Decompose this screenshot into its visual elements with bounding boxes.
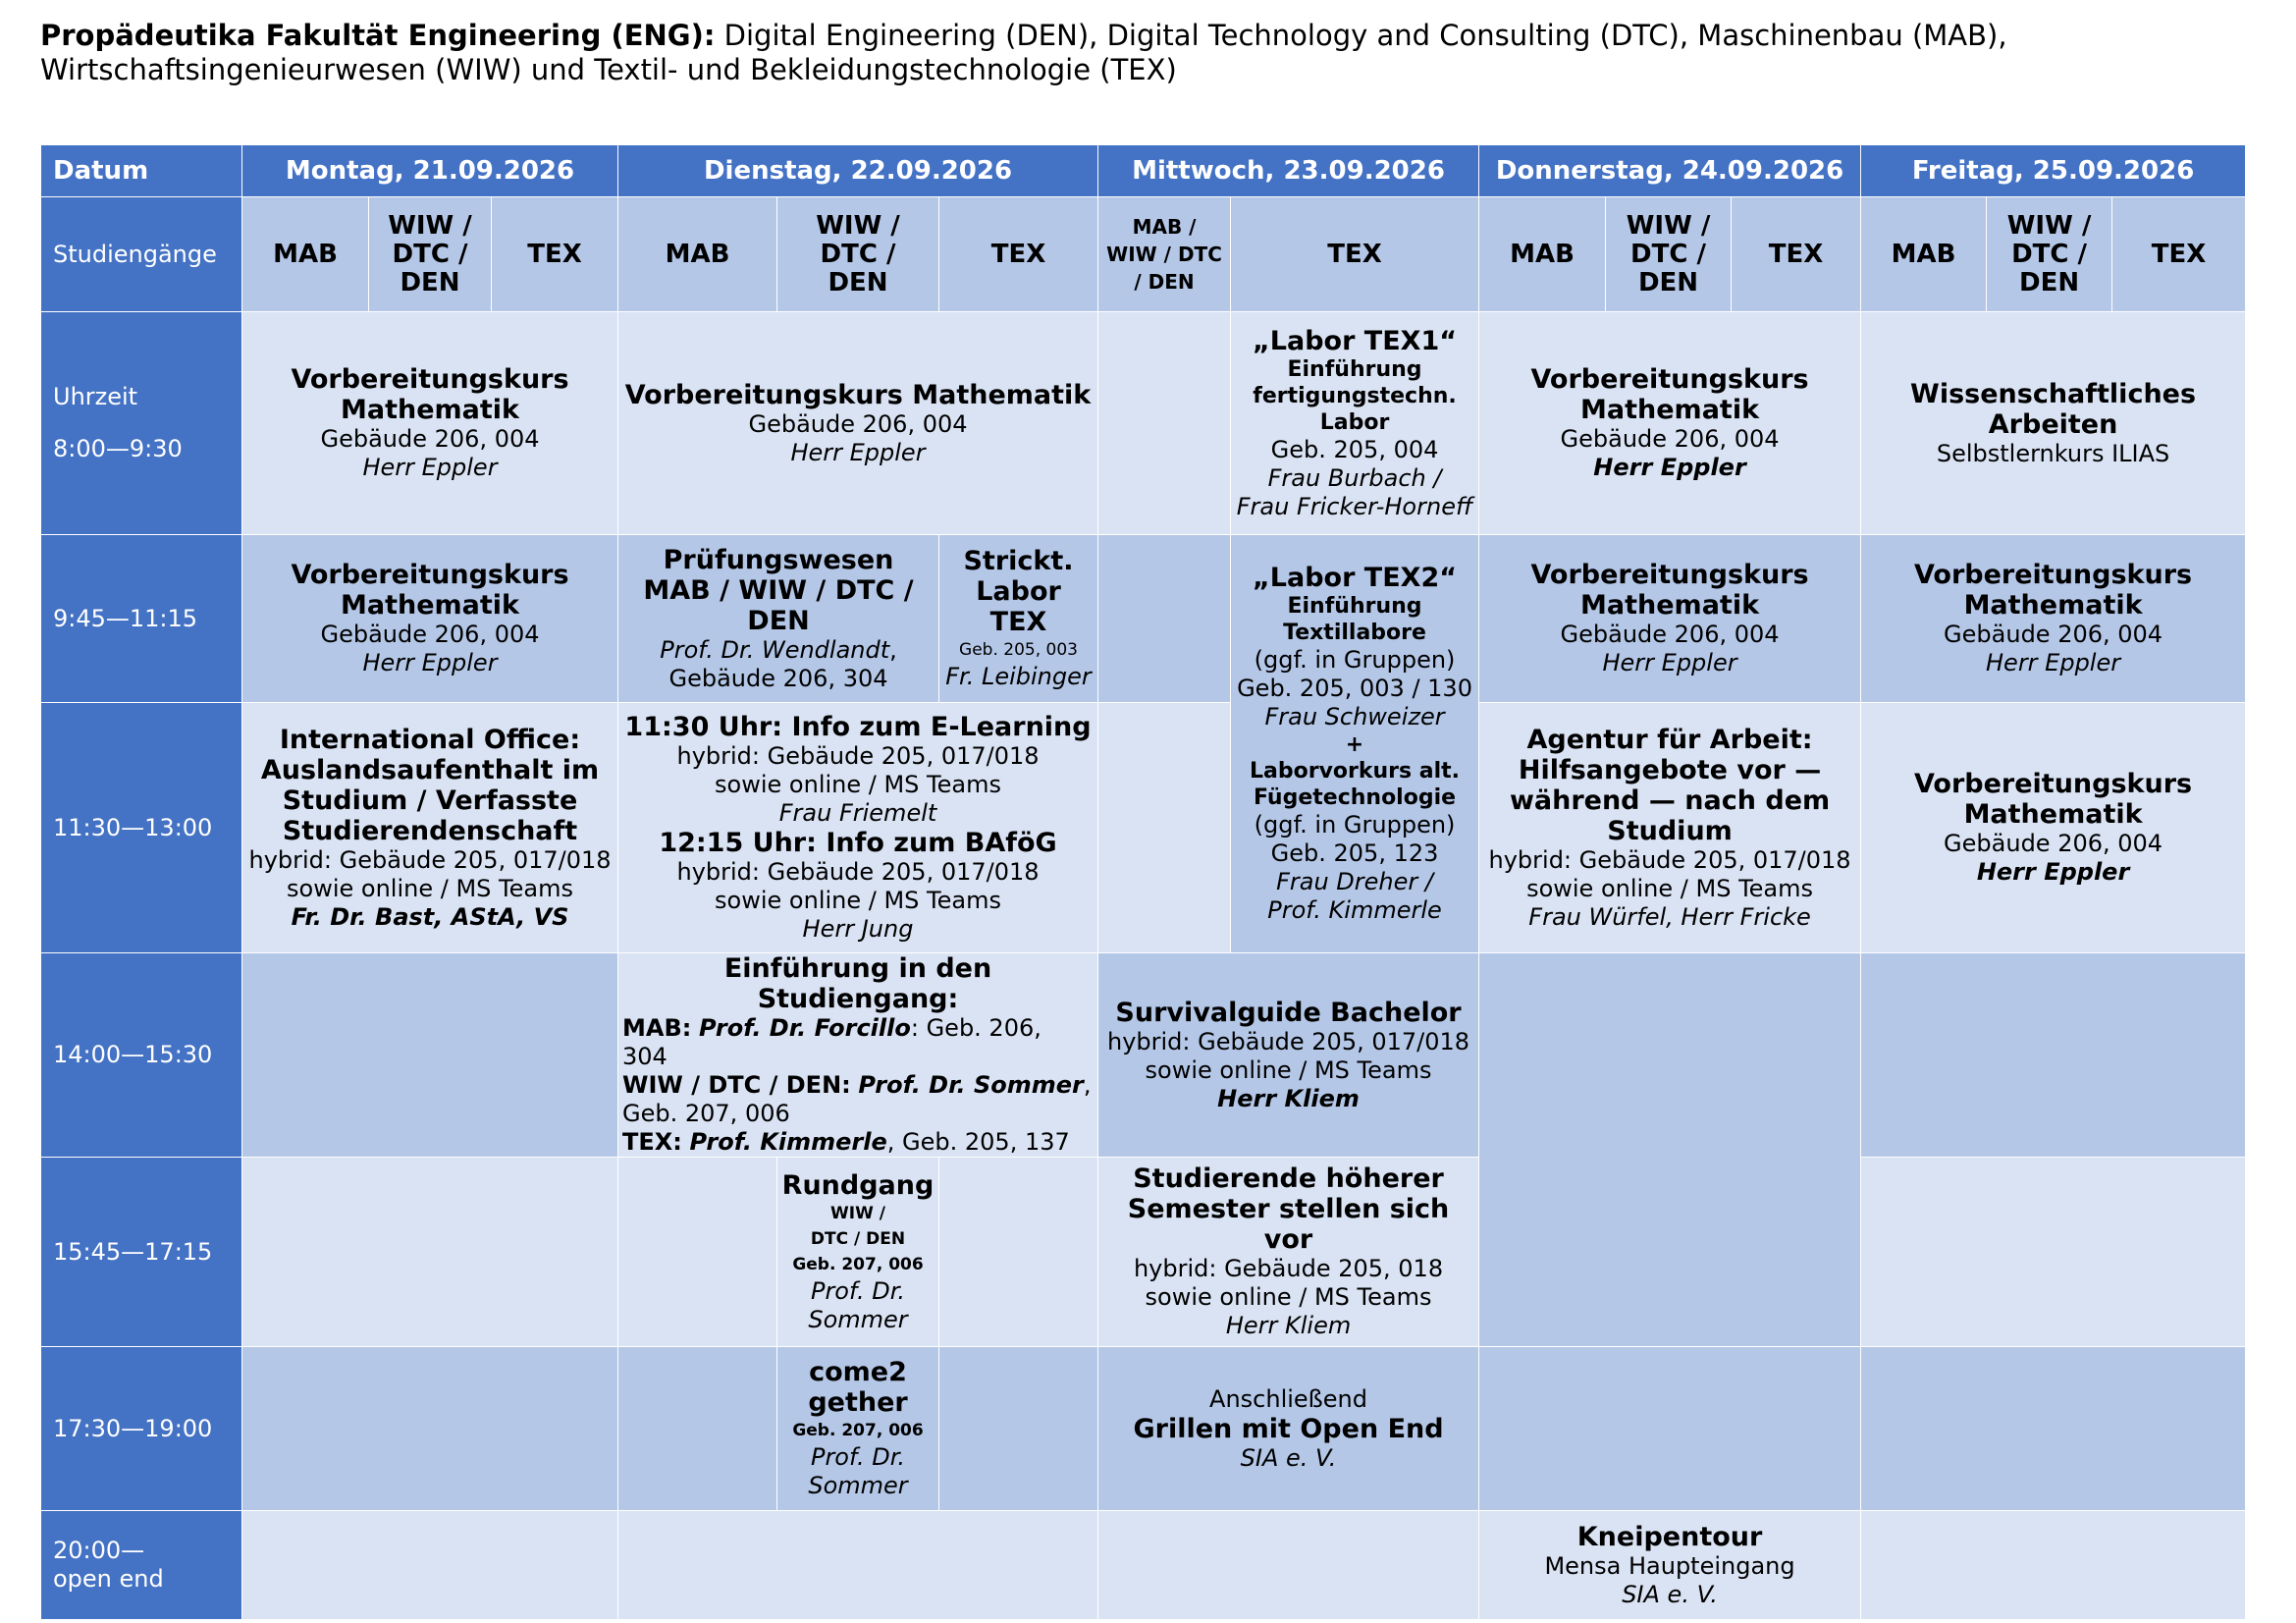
row-slot-2 bbox=[41, 535, 2246, 703]
empty-cell bbox=[1861, 1347, 2246, 1511]
event-mon-international-office: International Office: Auslandsaufenthalt im Studium / Verfasste Studierendenschaft hybrid: Gebäude 205, 017/018 sowie online / MS Teams Fr. Dr. Bast, AStA, VS bbox=[242, 703, 618, 953]
time-slot-1: Uhrzeit 8:00—9:30 bbox=[41, 312, 242, 535]
day-header-fri: Freitag, 25.09.2026 bbox=[1861, 145, 2246, 197]
prog-mab-thu: MAB bbox=[1479, 197, 1606, 312]
header-row-days bbox=[41, 145, 2246, 197]
day-header-wed: Mittwoch, 23.09.2026 bbox=[1098, 145, 1479, 197]
empty-cell bbox=[1479, 1347, 1861, 1511]
title-bold: Propädeutika Fakultät Engineering (ENG): bbox=[40, 19, 716, 52]
empty-cell bbox=[242, 1347, 618, 1511]
event-tue-math-1: Vorbereitungskurs Mathematik Gebäude 206, 004 Herr Eppler bbox=[618, 312, 1098, 535]
event-tue-strickt-labor: Strickt. Labor TEX Geb. 205, 003 Fr. Leibinger bbox=[939, 535, 1098, 703]
event-thu-kneipentour: Kneipentour Mensa Haupteingang SIA e. V. bbox=[1479, 1511, 1861, 1620]
event-wed-studierende-hoeherer-semester: Studierende höherer Semester stellen sich vor hybrid: Gebäude 205, 018 sowie online / MS Teams Herr Kliem bbox=[1098, 1158, 1479, 1347]
day-header-tue: Dienstag, 22.09.2026 bbox=[618, 145, 1098, 197]
event-wed-labor-tex2: „Labor TEX2“ Einführung Textillabore (ggf. in Gruppen) Geb. 205, 003 / 130 Frau Schweizer + Laborvorkurs alt. Fügetechnologie (ggf. in Gruppen) Geb. 205, 123 Frau Dreher / Prof. Kimmerle bbox=[1231, 535, 1479, 953]
prog-mab-mon: MAB bbox=[242, 197, 369, 312]
event-mon-math-1: Vorbereitungskurs Mathematik Gebäude 206, 004 Herr Eppler bbox=[242, 312, 618, 535]
empty-cell bbox=[242, 1511, 618, 1620]
event-thu-math-1: Vorbereitungskurs Mathematik Gebäude 206, 004 Herr Eppler bbox=[1479, 312, 1861, 535]
empty-cell bbox=[242, 1158, 618, 1347]
row-slot-4 bbox=[41, 953, 2246, 1158]
event-wed-labor-tex1: „Labor TEX1“ Einführung fertigungstechn. Labor Geb. 205, 004 Frau Burbach / Frau Fricker-Horneff bbox=[1231, 312, 1479, 535]
header-row-programs bbox=[41, 197, 2246, 312]
empty-cell bbox=[939, 1158, 1098, 1347]
empty-cell bbox=[939, 1347, 1098, 1511]
event-tue-rundgang: Rundgang WIW / DTC / DEN Geb. 207, 006 Prof. Dr. Sommer bbox=[777, 1158, 939, 1347]
title-rest: Digital Engineering (DEN), Digital Technology and Consulting (DTC), Maschinenbau (MAB), Wirtschaftsingenieurwesen (WIW) und Textil- und Bekleidungstechnologie (TEX) bbox=[40, 19, 2007, 86]
row-slot-3 bbox=[41, 703, 2246, 953]
day-header-mon: Montag, 21.09.2026 bbox=[242, 145, 618, 197]
prog-tex-mon: TEX bbox=[492, 197, 618, 312]
datum-header: Datum bbox=[41, 145, 242, 197]
event-mon-math-2: Vorbereitungskurs Mathematik Gebäude 206, 004 Herr Eppler bbox=[242, 535, 618, 703]
prog-tex-tue: TEX bbox=[939, 197, 1098, 312]
time-slot-6: 17:30—19:00 bbox=[41, 1347, 242, 1511]
empty-cell bbox=[1098, 1511, 1479, 1620]
prog-combined-wed: MAB / WIW / DTC / DEN bbox=[1098, 197, 1231, 312]
empty-cell bbox=[1861, 953, 2246, 1158]
empty-cell bbox=[242, 953, 618, 1158]
event-tue-pruefungswesen: Prüfungswesen MAB / WIW / DTC / DEN Prof. Dr. Wendlandt, Gebäude 206, 304 bbox=[618, 535, 939, 703]
studiengaenge-header: Studiengänge bbox=[41, 197, 242, 312]
empty-cell bbox=[1098, 312, 1231, 535]
row-slot-7 bbox=[41, 1511, 2246, 1620]
prog-wiw-mon: WIW / DTC / DEN bbox=[369, 197, 492, 312]
prog-wiw-tue: WIW / DTC / DEN bbox=[777, 197, 939, 312]
event-tue-info-elearning-bafoeg: 11:30 Uhr: Info zum E-Learning hybrid: Gebäude 205, 017/018 sowie online / MS Teams Frau Friemelt 12:15 Uhr: Info zum BAföG hybrid: Gebäude 205, 017/018 sowie online / MS Teams Herr Jung bbox=[618, 703, 1098, 953]
row-slot-6 bbox=[41, 1347, 2246, 1511]
event-fri-math-3: Vorbereitungskurs Mathematik Gebäude 206, 004 Herr Eppler bbox=[1861, 703, 2246, 953]
empty-cell bbox=[1479, 953, 1861, 1347]
page-title bbox=[40, 19, 2239, 87]
event-wed-grillen: Anschließend Grillen mit Open End SIA e. V. bbox=[1098, 1347, 1479, 1511]
prog-tex-thu: TEX bbox=[1732, 197, 1861, 312]
event-fri-wiss-arbeiten: Wissenschaftliches Arbeiten Selbstlernkurs ILIAS bbox=[1861, 312, 2246, 535]
empty-cell bbox=[1098, 535, 1231, 703]
empty-cell bbox=[618, 1511, 1098, 1620]
prog-wiw-fri: WIW / DTC / DEN bbox=[1987, 197, 2112, 312]
empty-cell bbox=[1861, 1158, 2246, 1347]
event-tue-come2gether: come2 gether Geb. 207, 006 Prof. Dr. Sommer bbox=[777, 1347, 939, 1511]
prog-tex-fri: TEX bbox=[2112, 197, 2246, 312]
prog-wiw-thu: WIW / DTC / DEN bbox=[1606, 197, 1732, 312]
empty-cell bbox=[1861, 1511, 2246, 1620]
empty-cell bbox=[618, 1347, 777, 1511]
time-slot-3: 11:30—13:00 bbox=[41, 703, 242, 953]
event-thu-agentur-arbeit: Agentur für Arbeit: Hilfsangebote vor — während — nach dem Studium hybrid: Gebäude 205, 017/018 sowie online / MS Teams Frau Würfel, Herr Fricke bbox=[1479, 703, 1861, 953]
event-tue-einfuehrung-studiengang: Einführung in den Studiengang: MAB: Prof. Dr. Forcillo: Geb. 206, 304 WIW / DTC / DEN: Prof. Dr. Sommer, Geb. 207, 006 TEX: Prof. Kimmerle, Geb. 205, 137 bbox=[618, 953, 1098, 1158]
row-slot-5 bbox=[41, 1158, 2246, 1347]
event-fri-math-2: Vorbereitungskurs Mathematik Gebäude 206, 004 Herr Eppler bbox=[1861, 535, 2246, 703]
event-thu-math-2: Vorbereitungskurs Mathematik Gebäude 206, 004 Herr Eppler bbox=[1479, 535, 1861, 703]
prog-tex-wed: TEX bbox=[1231, 197, 1479, 312]
time-slot-5: 15:45—17:15 bbox=[41, 1158, 242, 1347]
empty-cell bbox=[1098, 703, 1231, 953]
schedule-table bbox=[40, 144, 2246, 1620]
row-slot-1 bbox=[41, 312, 2246, 535]
time-slot-7: 20:00— open end bbox=[41, 1511, 242, 1620]
empty-cell bbox=[618, 1158, 777, 1347]
event-wed-survivalguide: Survivalguide Bachelor hybrid: Gebäude 205, 017/018 sowie online / MS Teams Herr Kliem bbox=[1098, 953, 1479, 1158]
day-header-thu: Donnerstag, 24.09.2026 bbox=[1479, 145, 1861, 197]
time-slot-2: 9:45—11:15 bbox=[41, 535, 242, 703]
time-slot-4: 14:00—15:30 bbox=[41, 953, 242, 1158]
prog-mab-fri: MAB bbox=[1861, 197, 1987, 312]
prog-mab-tue: MAB bbox=[618, 197, 777, 312]
